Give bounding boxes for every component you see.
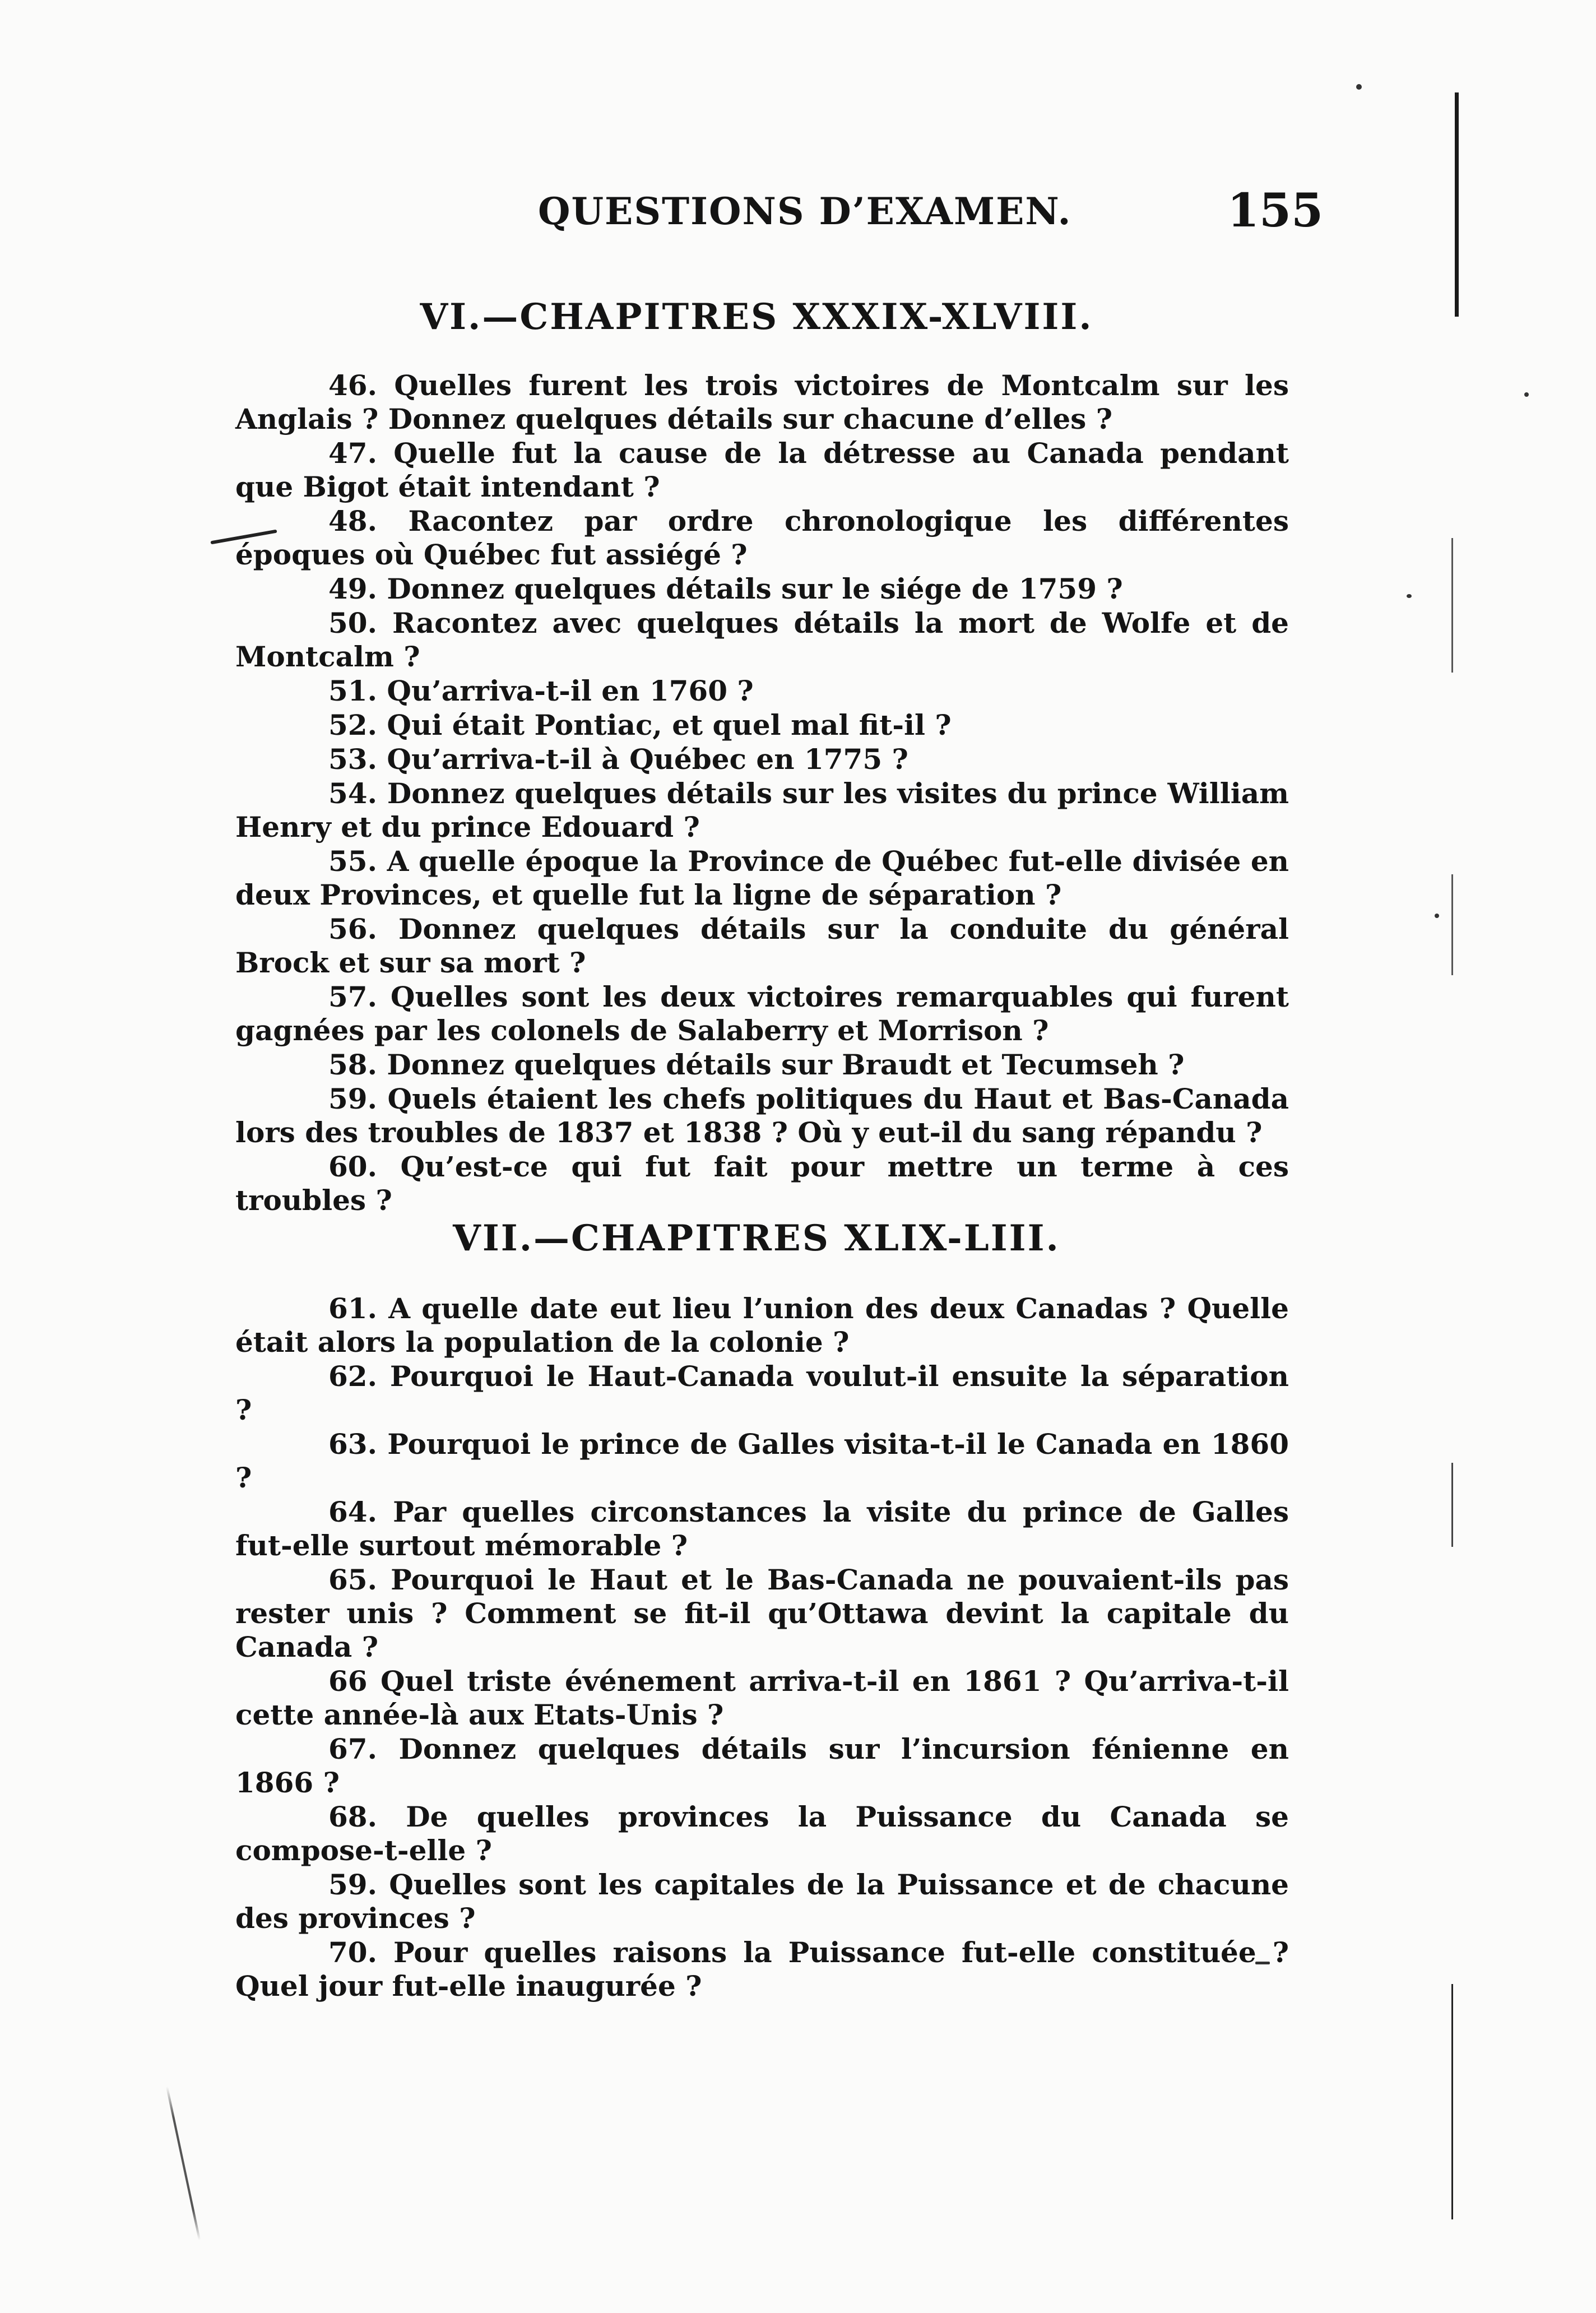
exam-question: [235, 1427, 1289, 1495]
question-text: Par quelles circonstances la visite du prince de Galles fut-elle surtout mémorable ?: [235, 1495, 1289, 1562]
question-text: Quelles sont les capitales de la Puissance et de chacune des provinces ?: [235, 1868, 1289, 1935]
question-number: 61.: [328, 1292, 377, 1325]
question-number: 59.: [328, 1082, 377, 1115]
exam-question: [235, 1868, 1289, 1935]
exam-question: [235, 1665, 1289, 1732]
exam-question: [235, 777, 1289, 844]
question-number: 53.: [328, 743, 377, 776]
ink-speck: [1435, 914, 1439, 918]
exam-question: [235, 504, 1289, 572]
question-text: Quelles sont les deux victoires remarquables qui furent gagnées par les colonels de Salaberry et Morrison ?: [235, 980, 1289, 1047]
question-text: De quelles provinces la Puissance du Canada se compose-t-elle ?: [235, 1800, 1289, 1867]
question-number: 49.: [328, 572, 377, 605]
question-number: 58.: [328, 1048, 377, 1081]
question-text: Pourquoi le prince de Galles visita-t-il le Canada en 1860 ?: [235, 1427, 1289, 1494]
question-text: Quels étaient les chefs politiques du Haut et Bas-Canada lors des troubles de 1837 et 1838 ? Où y eut-il du sang répandu ?: [235, 1082, 1289, 1149]
exam-question: [235, 845, 1289, 912]
question-number: 48.: [328, 504, 377, 537]
question-text: Quel triste événement arriva-t-il en 1861 ? Qu’arriva-t-il cette année-là aux Etats-Unis ?: [235, 1665, 1289, 1731]
page-edge-shadow: [1451, 538, 1453, 2219]
question-text: Qu’arriva-t-il en 1760 ?: [387, 674, 754, 707]
question-number: 46.: [328, 369, 377, 402]
question-number: 57.: [328, 980, 377, 1013]
section-heading: VII.—CHAPITRES XLIX-LIII.: [453, 1217, 1060, 1259]
question-text: Donnez quelques détails sur l’incursion fénienne en 1866 ?: [235, 1732, 1289, 1799]
question-number: 54.: [328, 777, 377, 810]
question-number: 62.: [328, 1360, 377, 1393]
page-number: 155: [1227, 184, 1324, 238]
exam-question: [235, 1732, 1289, 1800]
question-number: 65.: [328, 1563, 377, 1596]
question-text: Pour quelles raisons la Puissance fut-elle constituée ? Quel jour fut-elle inaugurée ?: [235, 1936, 1289, 2003]
question-text: Qu’est-ce qui fut fait pour mettre un terme à ces troubles ?: [235, 1150, 1289, 1217]
question-text: Pourquoi le Haut-Canada voulut-il ensuite la séparation ?: [235, 1360, 1289, 1426]
question-number: 55.: [328, 845, 377, 878]
exam-question: [235, 1360, 1289, 1427]
exam-question: [235, 1800, 1289, 1867]
exam-question: [235, 1082, 1289, 1149]
exam-question: [235, 572, 1289, 606]
section-heading: VI.—CHAPITRES XXXIX-XLVIII.: [420, 296, 1093, 338]
exam-question: [235, 912, 1289, 980]
question-text: Racontez par ordre chronologique les différentes époques où Québec fut assiégé ?: [235, 504, 1289, 571]
question-text: Quelles furent les trois victoires de Montcalm sur les Anglais ? Donnez quelques détails sur chacune d’elles ?: [235, 369, 1289, 435]
question-number: 50.: [328, 606, 377, 639]
question-text: Pourquoi le Haut et le Bas-Canada ne pouvaient-ils pas rester unis ? Comment se fit-il qu’Ottawa devint la capitale du Canada ?: [235, 1563, 1289, 1663]
question-text: Donnez quelques détails sur les visites du prince William Henry et du prince Edouard ?: [235, 777, 1289, 843]
exam-question: [235, 1048, 1289, 1082]
question-text: Racontez avec quelques détails la mort de Wolfe et de Montcalm ?: [235, 606, 1289, 673]
question-number: 63.: [328, 1427, 377, 1461]
margin-scratch: [166, 2087, 201, 2241]
question-text: Donnez quelques détails sur Braudt et Tecumseh ?: [387, 1048, 1185, 1081]
exam-question: [235, 743, 1289, 776]
ink-speck: [1356, 84, 1362, 90]
question-number: 52.: [328, 708, 377, 741]
exam-question: [235, 437, 1289, 504]
ink-speck: [1407, 594, 1412, 598]
question-text: Donnez quelques détails sur le siége de 1759 ?: [387, 572, 1123, 605]
exam-question: [235, 1936, 1289, 2003]
page-edge-rule: [1455, 92, 1459, 317]
question-text: Qui était Pontiac, et quel mal fit-il ?: [387, 708, 952, 741]
question-number: 51.: [328, 674, 377, 707]
question-text: A quelle date eut lieu l’union des deux Canadas ? Quelle était alors la population de la colonie ?: [235, 1292, 1289, 1359]
exam-question: [235, 1150, 1289, 1217]
exam-question: [235, 1292, 1289, 1359]
running-title: QUESTIONS D’EXAMEN.: [538, 189, 1072, 233]
question-number: 66: [328, 1665, 368, 1698]
exam-question: [235, 708, 1289, 742]
question-number: 47.: [328, 437, 377, 470]
question-text: Qu’arriva-t-il à Québec en 1775 ?: [387, 743, 908, 776]
question-number: 60.: [328, 1150, 377, 1183]
question-number: 56.: [328, 912, 377, 945]
question-list: [235, 1292, 1289, 2004]
exam-question: [235, 606, 1289, 674]
question-number: 67.: [328, 1732, 377, 1765]
question-number: 70.: [328, 1936, 377, 1969]
question-list: [235, 369, 1289, 1218]
question-text: A quelle époque la Province de Québec fut-elle divisée en deux Provinces, et quelle fut la ligne de séparation ?: [235, 845, 1289, 911]
exam-question: [235, 369, 1289, 436]
exam-question: [235, 980, 1289, 1047]
question-number: 68.: [328, 1800, 377, 1833]
ink-speck: [1524, 392, 1529, 397]
exam-question: [235, 674, 1289, 708]
exam-question: [235, 1495, 1289, 1563]
question-text: Quelle fut la cause de la détresse au Canada pendant que Bigot était intendant ?: [235, 437, 1289, 503]
exam-question: [235, 1563, 1289, 1664]
question-number: 64.: [328, 1495, 377, 1528]
question-text: Donnez quelques détails sur la conduite du général Brock et sur sa mort ?: [235, 912, 1289, 979]
question-number: 59.: [328, 1868, 377, 1901]
